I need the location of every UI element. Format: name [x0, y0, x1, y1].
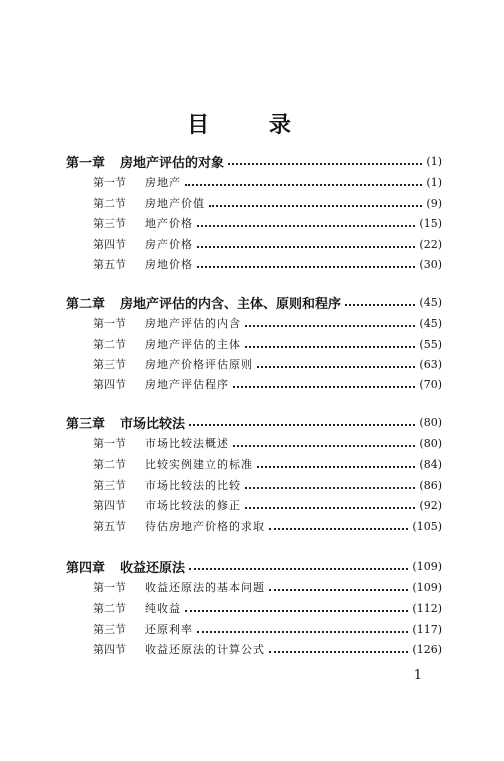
section-entry: [93, 354, 442, 374]
dot-leader: [185, 184, 422, 186]
section-title: 还原利率: [145, 623, 193, 636]
section-number: 第二节: [93, 338, 126, 351]
page-ref: (45): [419, 316, 442, 330]
section-number: 第四节: [93, 643, 126, 656]
section-number: 第一节: [93, 317, 126, 330]
section-number: 第二节: [93, 197, 126, 210]
dot-leader: [345, 304, 415, 306]
dot-leader: [269, 651, 408, 653]
chapter-number: 第二章: [66, 296, 106, 312]
section-entry: [93, 213, 442, 233]
section-number: 第三节: [93, 479, 126, 492]
chapter-entry: [66, 556, 442, 576]
page-ref: (126): [412, 642, 442, 656]
section-title: 房地产价格评估原则: [145, 358, 253, 371]
page-ref: (109): [412, 559, 442, 573]
section-number: 第四节: [93, 499, 126, 512]
page-ref: (92): [419, 498, 442, 512]
page-ref: (63): [419, 357, 442, 371]
section-entry: [93, 254, 442, 274]
section-title: 房地产: [145, 176, 181, 189]
dot-leader: [189, 424, 415, 426]
chapter-title: 市场比较法: [120, 416, 186, 432]
section-entry: [93, 598, 442, 618]
section-title: 纯收益: [145, 602, 181, 615]
dot-leader: [189, 568, 408, 570]
section-number: 第一节: [93, 581, 126, 594]
section-title: 房地产评估程序: [145, 378, 229, 391]
section-entry: [93, 495, 442, 515]
page-ref: (9): [426, 196, 442, 210]
page-ref: (45): [419, 295, 442, 309]
section-title: 市场比较法概述: [145, 437, 229, 450]
section-number: 第二节: [93, 458, 126, 471]
page-ref: (117): [412, 622, 442, 636]
page-ref: (80): [419, 436, 442, 450]
section-title: 市场比较法的比较: [145, 479, 241, 492]
page-number: 1: [413, 668, 422, 683]
page-ref: (22): [419, 237, 442, 251]
page-ref: (1): [426, 154, 442, 168]
section-entry: [93, 313, 442, 333]
section-number: 第三节: [93, 217, 126, 230]
dot-leader: [245, 346, 415, 348]
dot-leader: [269, 589, 408, 591]
page-ref: (84): [419, 457, 442, 471]
section-entry: [93, 334, 442, 354]
page-ref: (30): [419, 257, 442, 271]
page-ref: (70): [419, 377, 442, 391]
toc-title: 目 录: [187, 112, 317, 138]
dot-leader: [228, 163, 422, 165]
chapter-number: 第一章: [66, 155, 106, 171]
section-title: 市场比较法的修正: [145, 499, 241, 512]
section-title: 房地价格: [145, 258, 193, 271]
section-title: 房地产评估的内含: [145, 317, 241, 330]
section-number: 第四节: [93, 378, 126, 391]
section-number: 第一节: [93, 176, 126, 189]
section-entry: [93, 193, 442, 213]
dot-leader: [209, 205, 422, 207]
dot-leader: [245, 325, 415, 327]
chapter-title: 房地产评估的内含、主体、原则和程序: [120, 296, 342, 312]
section-title: 比较实例建立的标准: [145, 458, 253, 471]
section-entry: [93, 619, 442, 639]
dot-leader: [245, 507, 415, 509]
section-number: 第五节: [93, 520, 126, 533]
dot-leader: [197, 246, 415, 248]
section-number: 第四节: [93, 238, 126, 251]
dot-leader: [245, 487, 415, 489]
page-ref: (109): [412, 580, 442, 594]
page-ref: (15): [419, 216, 442, 230]
section-entry: [93, 516, 442, 536]
section-number: 第三节: [93, 623, 126, 636]
dot-leader: [197, 266, 415, 268]
section-entry: [93, 172, 442, 192]
chapter-number: 第三章: [66, 416, 106, 432]
dot-leader: [185, 610, 408, 612]
section-title: 房地产评估的主体: [145, 338, 241, 351]
dot-leader: [197, 631, 408, 633]
dot-leader: [269, 528, 408, 530]
dot-leader: [257, 366, 415, 368]
dot-leader: [233, 445, 415, 447]
dot-leader: [257, 466, 415, 468]
chapter-title: 房地产评估的对象: [120, 155, 225, 171]
section-title: 收益还原法的计算公式: [145, 643, 265, 656]
page-ref: (1): [426, 175, 442, 189]
chapter-entry: [66, 412, 442, 432]
section-entry: [93, 639, 442, 659]
section-title: 地产价格: [145, 217, 193, 230]
page-ref: (105): [412, 519, 442, 533]
section-entry: [93, 577, 442, 597]
section-number: 第三节: [93, 358, 126, 371]
page-ref: (80): [419, 415, 442, 429]
section-entry: [93, 234, 442, 254]
section-title: 待估房地产价格的求取: [145, 520, 265, 533]
section-entry: [93, 433, 442, 453]
dot-leader: [233, 386, 415, 388]
section-number: 第一节: [93, 437, 126, 450]
page-ref: (86): [419, 478, 442, 492]
page-ref: (55): [419, 337, 442, 351]
section-entry: [93, 454, 442, 474]
section-title: 房地产价值: [145, 197, 205, 210]
page-ref: (112): [412, 601, 442, 615]
chapter-title: 收益还原法: [120, 560, 186, 576]
dot-leader: [197, 225, 415, 227]
section-number: 第五节: [93, 258, 126, 271]
chapter-entry: [66, 151, 442, 171]
section-entry: [93, 475, 442, 495]
section-number: 第二节: [93, 602, 126, 615]
section-title: 收益还原法的基本问题: [145, 581, 265, 594]
section-title: 房产价格: [145, 238, 193, 251]
section-entry: [93, 374, 442, 394]
chapter-entry: [66, 292, 442, 312]
chapter-number: 第四章: [66, 560, 106, 576]
